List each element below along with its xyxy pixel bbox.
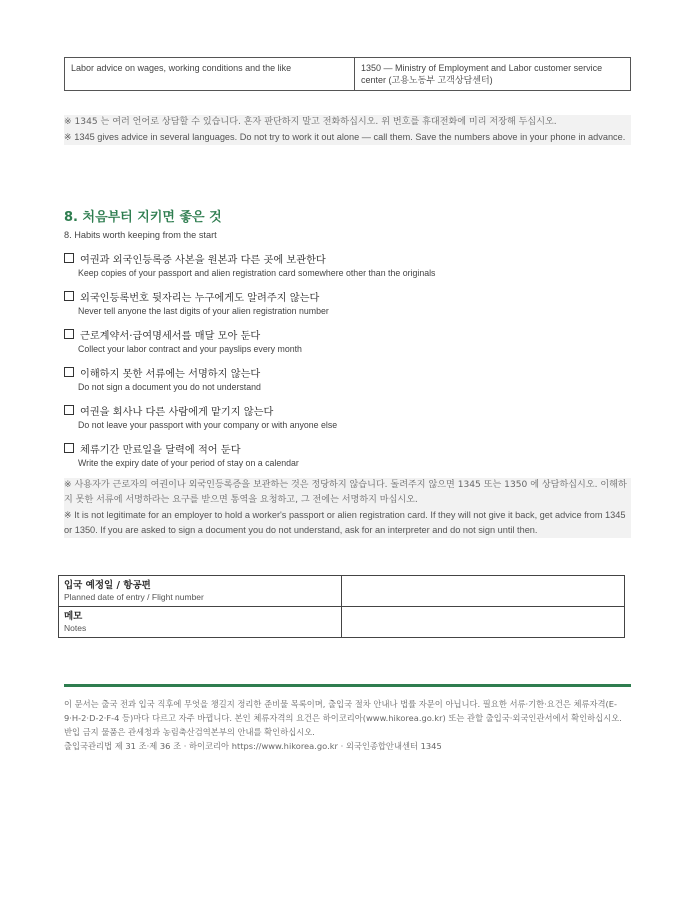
entry-date-label-cell: [59, 576, 342, 607]
footer-divider: [64, 684, 631, 687]
language-help-note: [64, 115, 631, 145]
note-ko-text: ※ 1345 는 여러 언어로 상담할 수 있습니다. 혼자 판단하지 말고 전화하십시오. 위 번호를 휴대전화에 미리 저장해 두십시오.: [64, 117, 557, 127]
check-item-ko: 여권과 외국인등록증 사본을 원본과 다른 곳에 보관한다: [80, 254, 326, 266]
table-row: [65, 58, 631, 91]
note-en-text: ※ It is not legitimate for an employer to hold a worker's passport or alien registration card. If they will not give it back, get advice from 1345 or 1350. If you are asked to sign a document you do not understand, ask for an interpreter and do not sign until then.: [64, 510, 626, 535]
entry-date-label-en: Planned date of entry / Flight number: [64, 592, 204, 602]
check-item-ko: 근로계약서·급여명세서를 매달 모아 둔다: [80, 330, 261, 342]
notes-label-cell: [59, 607, 342, 638]
section-subtitle: 8. Habits worth keeping from the start: [64, 230, 217, 240]
list-item: [64, 288, 631, 326]
contact-table: [64, 57, 631, 91]
list-item: [64, 250, 631, 288]
list-item: [64, 402, 631, 440]
checkbox[interactable]: [64, 443, 74, 453]
footer-disclaimer: 이 문서는 출국 전과 입국 직후에 무엇을 챙길지 정리한 준비물 목록이며, 출입국 절차 안내나 법률 자문이 아닙니다. 필요한 서류·기한·요건은 체류자격(E-9·H-2·D-2·F-4 등)마다 다르고 자주 바뀝니다. 본인 체류자격의 요건은 하이코리아(www.hikorea.go.kr) 또는 관할 출입국·외국인관서에서 확인하십시오. 반입 금지 물품은 관세청과 농림축산검역본부의 안내를 확인하십시오.: [64, 699, 622, 737]
note-ko-text: ※ 사용자가 근로자의 여권이나 외국인등록증을 보관하는 것은 정당하지 않습니다. 돌려주지 않으면 1345 또는 1350 에 상담하십시오. 이해하지 못한 서류에 서명하라는 요구를 받으면 통역을 요청하고, 그 전에는 서명하지 마십시오.: [64, 480, 627, 505]
check-item-ko: 체류기간 만료일을 달력에 적어 둔다: [80, 444, 241, 456]
list-item: [64, 440, 631, 478]
footer: [64, 697, 631, 753]
check-item-en: Never tell anyone the last digits of your alien registration number: [78, 306, 329, 316]
contact-number-cell: 1350 — Ministry of Employment and Labor customer service center (고용노동부 고객상담센터): [355, 58, 631, 91]
notes-label-en: Notes: [64, 623, 87, 633]
footer-references: 출입국관리법 제 31 조·제 36 조 · 하이코리아 https://www.hikorea.go.kr · 외국인종합안내센터 1345: [64, 741, 442, 751]
check-item-ko: 외국인등록번호 뒷자리는 누구에게도 알려주지 않는다: [80, 292, 320, 304]
check-item-en: Write the expiry date of your period of stay on a calendar: [78, 458, 299, 468]
check-item-en: Collect your labor contract and your payslips every month: [78, 344, 302, 354]
checkbox[interactable]: [64, 329, 74, 339]
list-item: [64, 326, 631, 364]
entry-info-table: [58, 575, 625, 638]
checkbox[interactable]: [64, 405, 74, 415]
checkbox[interactable]: [64, 253, 74, 263]
section-title: 8. 처음부터 지키면 좋은 것: [64, 210, 222, 225]
contact-topic-cell: Labor advice on wages, working conditions and the like: [65, 58, 355, 91]
notes-label-ko: 메모: [64, 611, 83, 622]
check-item-ko: 이해하지 못한 서류에는 서명하지 않는다: [80, 368, 261, 380]
note-en-text: ※ 1345 gives advice in several languages. Do not try to work it out alone — call them. Save the numbers above in your phone in advance.: [64, 132, 626, 142]
habits-checklist: [64, 250, 631, 478]
check-item-en: Do not sign a document you do not understand: [78, 382, 261, 392]
list-item: [64, 364, 631, 402]
entry-date-input-cell[interactable]: [342, 576, 625, 607]
checkbox[interactable]: [64, 291, 74, 301]
check-item-en: Do not leave your passport with your company or with anyone else: [78, 420, 338, 430]
check-item-en: Keep copies of your passport and alien registration card somewhere other than the originals: [78, 268, 436, 278]
checkbox[interactable]: [64, 367, 74, 377]
passport-warning-note: [64, 478, 631, 538]
check-item-ko: 여권을 회사나 다른 사람에게 맡기지 않는다: [80, 406, 274, 418]
entry-date-label-ko: 입국 예정일 / 항공편: [64, 580, 151, 591]
notes-input-cell[interactable]: [342, 607, 625, 638]
table-row: [59, 607, 625, 638]
table-row: [59, 576, 625, 607]
